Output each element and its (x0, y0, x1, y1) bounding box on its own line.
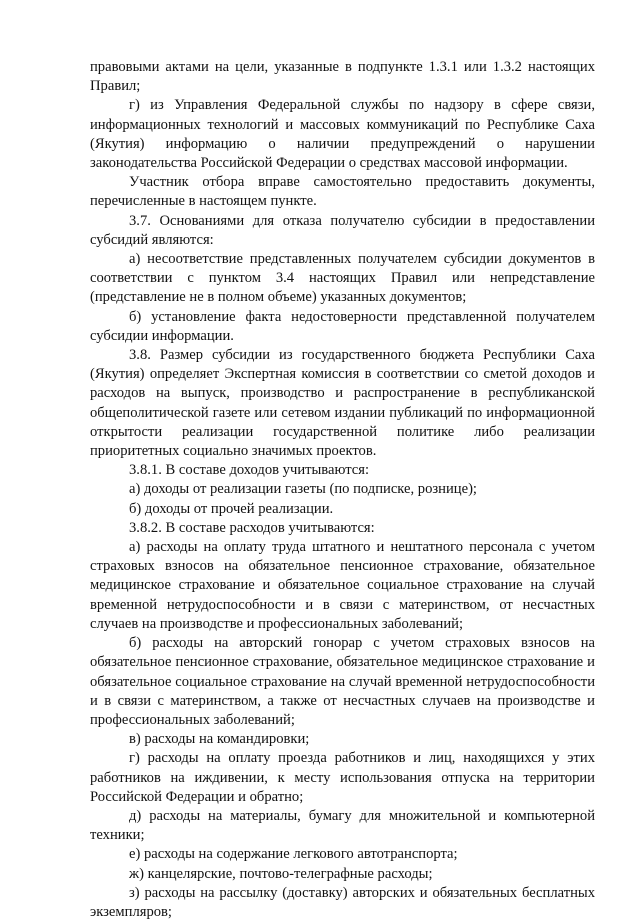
paragraph-3-8-2-z: з) расходы на рассылку (доставку) авторских и обязательных бесплатных экземпляров; (90, 884, 595, 920)
paragraph-3-8-2-g: г) расходы на оплату проезда работников и лиц, находящихся у этих работников на иждивении, к месту использования отпуска на территории Российской Федерации и обратно; (90, 750, 595, 805)
paragraph-3-8-2-b: б) расходы на авторский гонорар с учетом страховых взносов на обязательное пенсионное страхование, обязательное медицинское страхование и обязательное социальное страхование на случай временной нетрудоспособности и в связи с материнством, а также от несчастных случаев на производстве и профессиональных заболеваний; (90, 635, 595, 728)
paragraph-3-8-2-v: в) расходы на командировки; (129, 731, 310, 748)
document-page (90, 58, 595, 922)
paragraph-3-7-heading: 3.7. Основаниями для отказа получателю субсидии в предоставлении субсидий являются: (90, 212, 595, 248)
paragraph-3-8: 3.8. Размер субсидии из государственного бюджета Республики Саха (Якутия) определяет Экспертная комиссия в соответствии со сметой доходов и расходов на выпуск, производство и распространение в республиканской общеполитической газете или сетевом издании публикаций по информационной открытости реализации государственной политике либо реализации приоритетных социально значимых проектов. (90, 347, 595, 460)
paragraph-3-8-1-heading: 3.8.1. В составе доходов учитываются: (129, 462, 369, 479)
paragraph-3-8-1-a: а) доходы от реализации газеты (по подписке, рознице); (129, 481, 477, 498)
paragraph-item-g-roskomnadzor: г) из Управления Федеральной службы по надзору в сфере связи, информационных технологий и массовых коммуникаций по Республике Саха (Якутия) информацию о наличии предупреждений о нарушении законодательства Российской Федерации о средствах массовой информации. (90, 97, 595, 172)
paragraph-continuation: правовыми актами на цели, указанные в подпункте 1.3.1 или 1.3.2 настоящих Правил; (90, 59, 595, 95)
paragraph-3-7-a: а) несоответствие представленных получателем субсидии документов в соответствии с пунктом 3.4 настоящих Правил или непредставление (представление не в полном объеме) указанных документов; (90, 251, 595, 306)
paragraph-3-8-2-a: а) расходы на оплату труда штатного и нештатного персонала с учетом страховых взносов на обязательное пенсионное страхование, обязательное медицинское страхование и обязательное социальное страхование на случай временной нетрудоспособности и в связи с материнством, от несчастных случаев на производстве и профессиональных заболеваний; (90, 539, 595, 632)
paragraph-3-7-b: б) установление факта недостоверности представленной получателем субсидии информации. (90, 308, 595, 344)
paragraph-3-8-2-e: е) расходы на содержание легкового автотранспорта; (129, 846, 458, 863)
paragraph-participant-right: Участник отбора вправе самостоятельно предоставить документы, перечисленные в настоящем пункте. (90, 174, 595, 210)
paragraph-3-8-2-d: д) расходы на материалы, бумагу для множительной и компьютерной техники; (90, 807, 595, 844)
paragraph-3-8-2-heading: 3.8.2. В составе расходов учитываются: (129, 519, 375, 536)
paragraph-3-8-1-b: б) доходы от прочей реализации. (129, 500, 334, 517)
paragraph-3-8-2-zh: ж) канцелярские, почтово-телеграфные расходы; (129, 865, 433, 882)
